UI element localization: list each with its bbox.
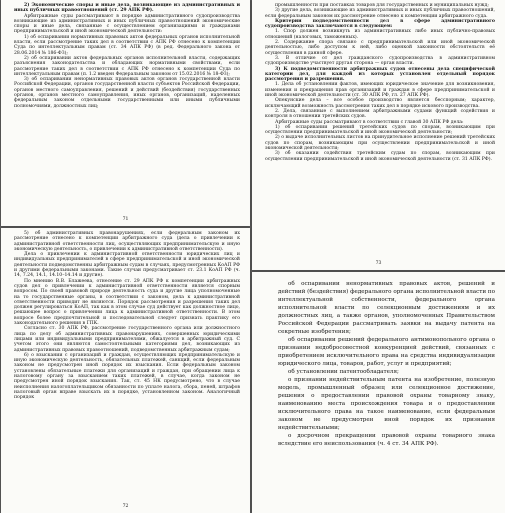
document-page-top-right: [252, 0, 505, 270]
paragraph: о признании недействительным патента на изобретение, полезную модель, промышленный образец или селекционное достижение, решения о предоставлении правовой охраны товарному знаку, наименованию места происхождения товара и о предоставлении исключительного права на такое наименование, если федеральным законом не предусмотрен иной порядок их признания недействительными;: [278, 377, 495, 431]
page-text: [14, 3, 240, 109]
paragraph: промышленности при поставках товаров для государственных и муниципальных нужд;: [275, 3, 489, 8]
document-page-bottom-left: [1, 228, 250, 513]
paragraph: 3. В отличие от дел гражданского судопроизводства в административном судопроизводстве участвует другая сторона — орган власти.: [265, 55, 495, 67]
paragraph: о досрочном прекращении правовой охраны товарного знака вследствие его неиспользования (ч. 4 ст. 34 АПК РФ).: [278, 433, 495, 447]
paragraph: Согласно ст. 30 АПК РФ, рассмотрение государственного органа или должностного лица по делу об административных правонарушениях, совершенных юридическими лицами или индивидуальными предпринимателями, обжалуется в арбитражный суд. С учетом этого они являются самостоятельными категориями дел, возникающих из административных правовых правоотношений, подведомственных арбитражным судам;: [14, 326, 240, 353]
paragraph: Арбитражные суды рассматривают в соответствии с главой 30 АПК РФ дела:: [275, 119, 464, 125]
paragraph: Арбитражные суды рассматривают в порядке административного судопроизводства возникающие из административных и иных публичных правоотношений экономические споры и иные дела, связанные с осуществлением организациями и гражданами предпринимательской и иной экономической деятельности:: [14, 13, 240, 35]
paragraph: 2) Экономические споры и иные дела, возникающие из административных и иных публичных правоотношений (ст. 29 АПК РФ).: [14, 3, 240, 14]
paragraph: об оспаривании решений федерального антимонопольного органа о признании недобросовестной конкуренцией действий, связанных с приобретением исключительного права на средства индивидуализации юридического лица, товаров, работ, услуг и предприятий;: [278, 337, 495, 367]
document-page-top-left: [1, 0, 250, 226]
page-text: [265, 3, 495, 162]
paragraph: 2) о выдаче исполнительных листов на принудительное исполнение решений третейских судов по спорам, возникающим при осуществлении предпринимательской и иной экономической деятельности;: [265, 135, 495, 152]
paragraph: Опекунские дела – все особое производство является бесспорным; характер, исключающий возможность рассмотрения таких дел в порядке искового производства.: [265, 98, 495, 109]
page-number: 72: [122, 504, 129, 509]
paragraph: 1) об оспаривании решений третейских судов по спорам, возникающим при осуществлении предпринимательской и иной экономической деятельности;: [265, 124, 495, 136]
paragraph: об установлении патентообладателя;: [288, 369, 399, 375]
paragraph: 3) К подведомственности арбитражных судов отнесены дела специфической категории дел, для каждой из которых установлен отдельный порядок рассмотрения и разрешения.: [265, 66, 495, 83]
paragraph: 3) об оказании содействия третейским судам по спорам, возникающим при осуществлении предпринимательской и иной экономической деятельности (ст. 31 АПК РФ).: [265, 151, 495, 162]
paragraph: 1. Дела об установлении фактов, имеющих юридическое значение для возникновения, изменения и прекращения прав организаций и граждан в сфере предпринимательской и иной экономической деятельности (ст. 30 АПК РФ, гл. 27 АПК РФ).: [265, 82, 495, 99]
page-number: 73: [375, 261, 382, 266]
paragraph: 6) о взыскании с организаций и граждан, осуществляющих предпринимательскую и иную экономическую деятельность, обязательных платежей, санкций, если федеральным законом не предусмотрен иной порядок их взыскания. Если федеральным законом установлены обязательные платежи для организаций и граждан, при обращении лица к налоговому органу за взысканием таких платежей, в случае, когда законом не предусмотрен иной порядок взыскания. Так, ст. 45 НК предусмотрено, что в случае неисполнения налогоплательщиком обязанности по уплате налога, сбора, пеней, штрафов налоговый орган вправе взыскать их в порядке, установленном законом. Аналогичный порядок: [14, 352, 240, 401]
paragraph: 1. Спор должен возникнуть из административных либо иных публично-правовых отношений (налоговых, таможенных).: [265, 29, 495, 40]
paragraph: 2) об оспаривании актов федеральных органов исполнительной власти, содержащих разъяснения законодательства и обладающих нормативными свойствами, если рассмотрение таких дел в соответствии с АПК РФ отнесено к компетенции Суда по интеллектуальным правам (п. 1.2 введен Федеральным законом от 15.02.2016 № 18-ФЗ);: [14, 55, 240, 77]
paragraph: Критерии подведомственности дел в сфере административного судопроизводства заключаются в следующем:: [265, 18, 495, 30]
page-text: [278, 280, 495, 448]
page-text: [14, 231, 240, 401]
document-page-bottom-right: [252, 272, 505, 513]
paragraph: Дела о привлечении к административной ответственности юридических лиц и индивидуальных предпринимателей в сфере предпринимательской и иной экономической деятельности подведомственны арбитражным судам в случаях, предусмотренных КоАП РФ и другими федеральными законами. Такие случаи предусматривает ст. 23.1 КоАП РФ (ч. 14, 7.24, 14.1, 14.10–14.14 и другие).: [14, 252, 240, 279]
paragraph: 2. Дела, связанные с выполнением арбитражными судами функций содействия и контроля в отношении третейских судов.: [265, 108, 495, 120]
paragraph: об оспаривании ненормативных правовых актов, решений и действий (бездействия) федерального органа исполнительной власти по интеллектуальной собственности, федерального органа исполнительной власти по селекционным достижениям и их должностных лиц, а также органов, уполномоченных Правительством Российской Федерации рассматривать заявки на выдачу патента на секретные изобретения;: [278, 281, 495, 335]
paragraph: По мнению В.В. Блажеева, отнесение ст. 29 АПК РФ к компетенции арбитражных судов дел о привлечении к административной ответственности является спорным вопросом. По своей правовой природе деятельность суда и другие лица уполномоченные на то государственные органы, в соответствии с законом, дела к административной ответственности приводит не являются. Порядок рассмотрения и разрешения таких дел должен регулироваться КоАП, так как в этом случае суд действует как должностное лицо, решающее вопрос о привлечении лица к административной ответственности. В этом вопросе более предпочтительной и последовательной следует признать практику его законодательного решения в ГПК.: [14, 278, 240, 327]
paragraph: 3) другие дела, возникающие из административных и иных публичных правоотношений, если федеральным законом их рассмотрение отнесено к компетенции арбитражного суда.: [265, 8, 495, 19]
page-number: 71: [122, 217, 129, 222]
paragraph: 3) об оспаривании ненормативных правовых актов органов государственной власти Российской Федерации, органов государственной власти субъектов Российской Федерации, органов местного самоуправления, решений и действий (бездействия) государственных органов, органов местного самоуправления, иных органов, организаций, наделенных федеральным законом отдельными государственными или иными публичными полномочиями, должностных лиц;: [14, 77, 240, 109]
paragraph: 2. Содержание спора связано с предпринимательской или иной экономической деятельностью, либо доступом к ней, либо оценкой законности обстоятельств её осуществления в данной сфере.: [265, 40, 495, 56]
paragraph: 5) об административных правонарушениях, если федеральным законом их рассмотрение отнесено к компетенции арбитражного суда (дела о привлечении к административной ответственности лиц, осуществляющих предпринимательскую и иную экономическую деятельность, о привлечении к административной ответственности).: [14, 231, 240, 252]
paragraph: 1) об оспаривании нормативных правовых актов федеральных органов исполнительной власти, если рассмотрение таких дел в соответствии с АПК РФ отнесено к компетенции Суда по интеллектуальным правам (ст. 34 АПК РФ) (в ред. Федерального закона от 28.06.2014 № 186-ФЗ);: [14, 34, 240, 56]
